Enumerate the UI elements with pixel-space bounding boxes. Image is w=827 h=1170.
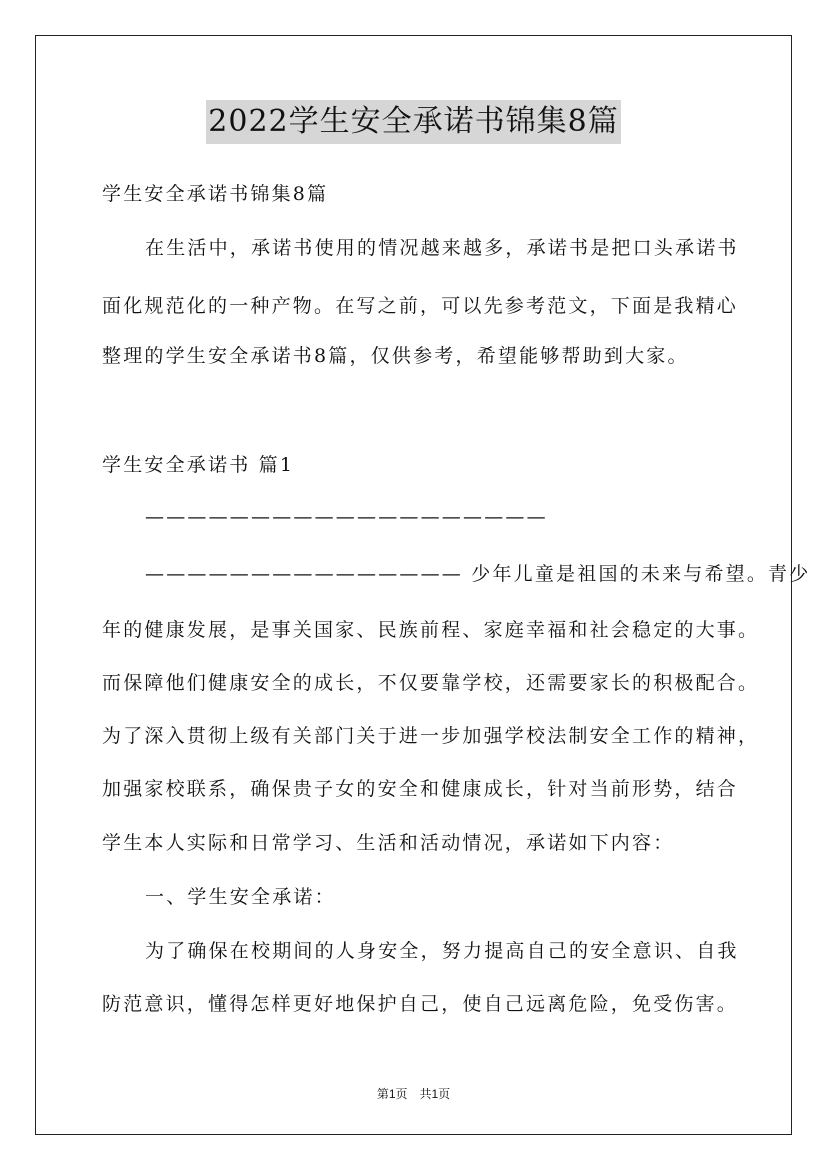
body-line-2: 年的健康发展，是事关国家、民族前程、家庭幸福和社会稳定的大事。 <box>102 619 760 641</box>
intro-line-3: 整理的学生安全承诺书8篇，仅供参考，希望能够帮助到大家。 <box>102 345 689 367</box>
document-title: 2022学生安全承诺书锦集8篇 <box>206 100 620 144</box>
blank-line: ——————————————————— <box>145 506 548 528</box>
body-line-4: 为了深入贯彻上级有关部门关于进一步加强学校法制安全工作的精神， <box>102 725 760 747</box>
subtitle-line: 学生安全承诺书锦集8篇 <box>102 183 329 205</box>
body-line-5: 加强家校联系，确保贵子女的安全和健康成长，针对当前形势，结合 <box>102 778 739 800</box>
body-line-6: 学生本人实际和日常学习、生活和活动情况，承诺如下内容： <box>102 832 675 854</box>
intro-line-1: 在生活中，承诺书使用的情况越来越多，承诺书是把口头承诺书 <box>145 237 739 259</box>
body-line-7: 为了确保在校期间的人身安全，努力提高自己的安全意识、自我 <box>145 940 739 962</box>
body-line-1: ——————————————— 少年儿童是祖国的未来与希望。青少 <box>145 563 811 585</box>
body-line-3: 而保障他们健康安全的成长，不仅要靠学校，还需要家长的积极配合。 <box>102 672 760 694</box>
page-footer: 第1页 共1页 <box>376 1087 451 1101</box>
section-heading: 学生安全承诺书 篇1 <box>102 454 295 476</box>
body-line-8: 防范意识，懂得怎样更好地保护自己，使自己远离危险，免受伤害。 <box>102 993 739 1015</box>
intro-line-2: 面化规范化的一种产物。在写之前，可以先参考范文，下面是我精心 <box>102 295 739 317</box>
list-heading: 一、学生安全承诺： <box>145 886 336 908</box>
